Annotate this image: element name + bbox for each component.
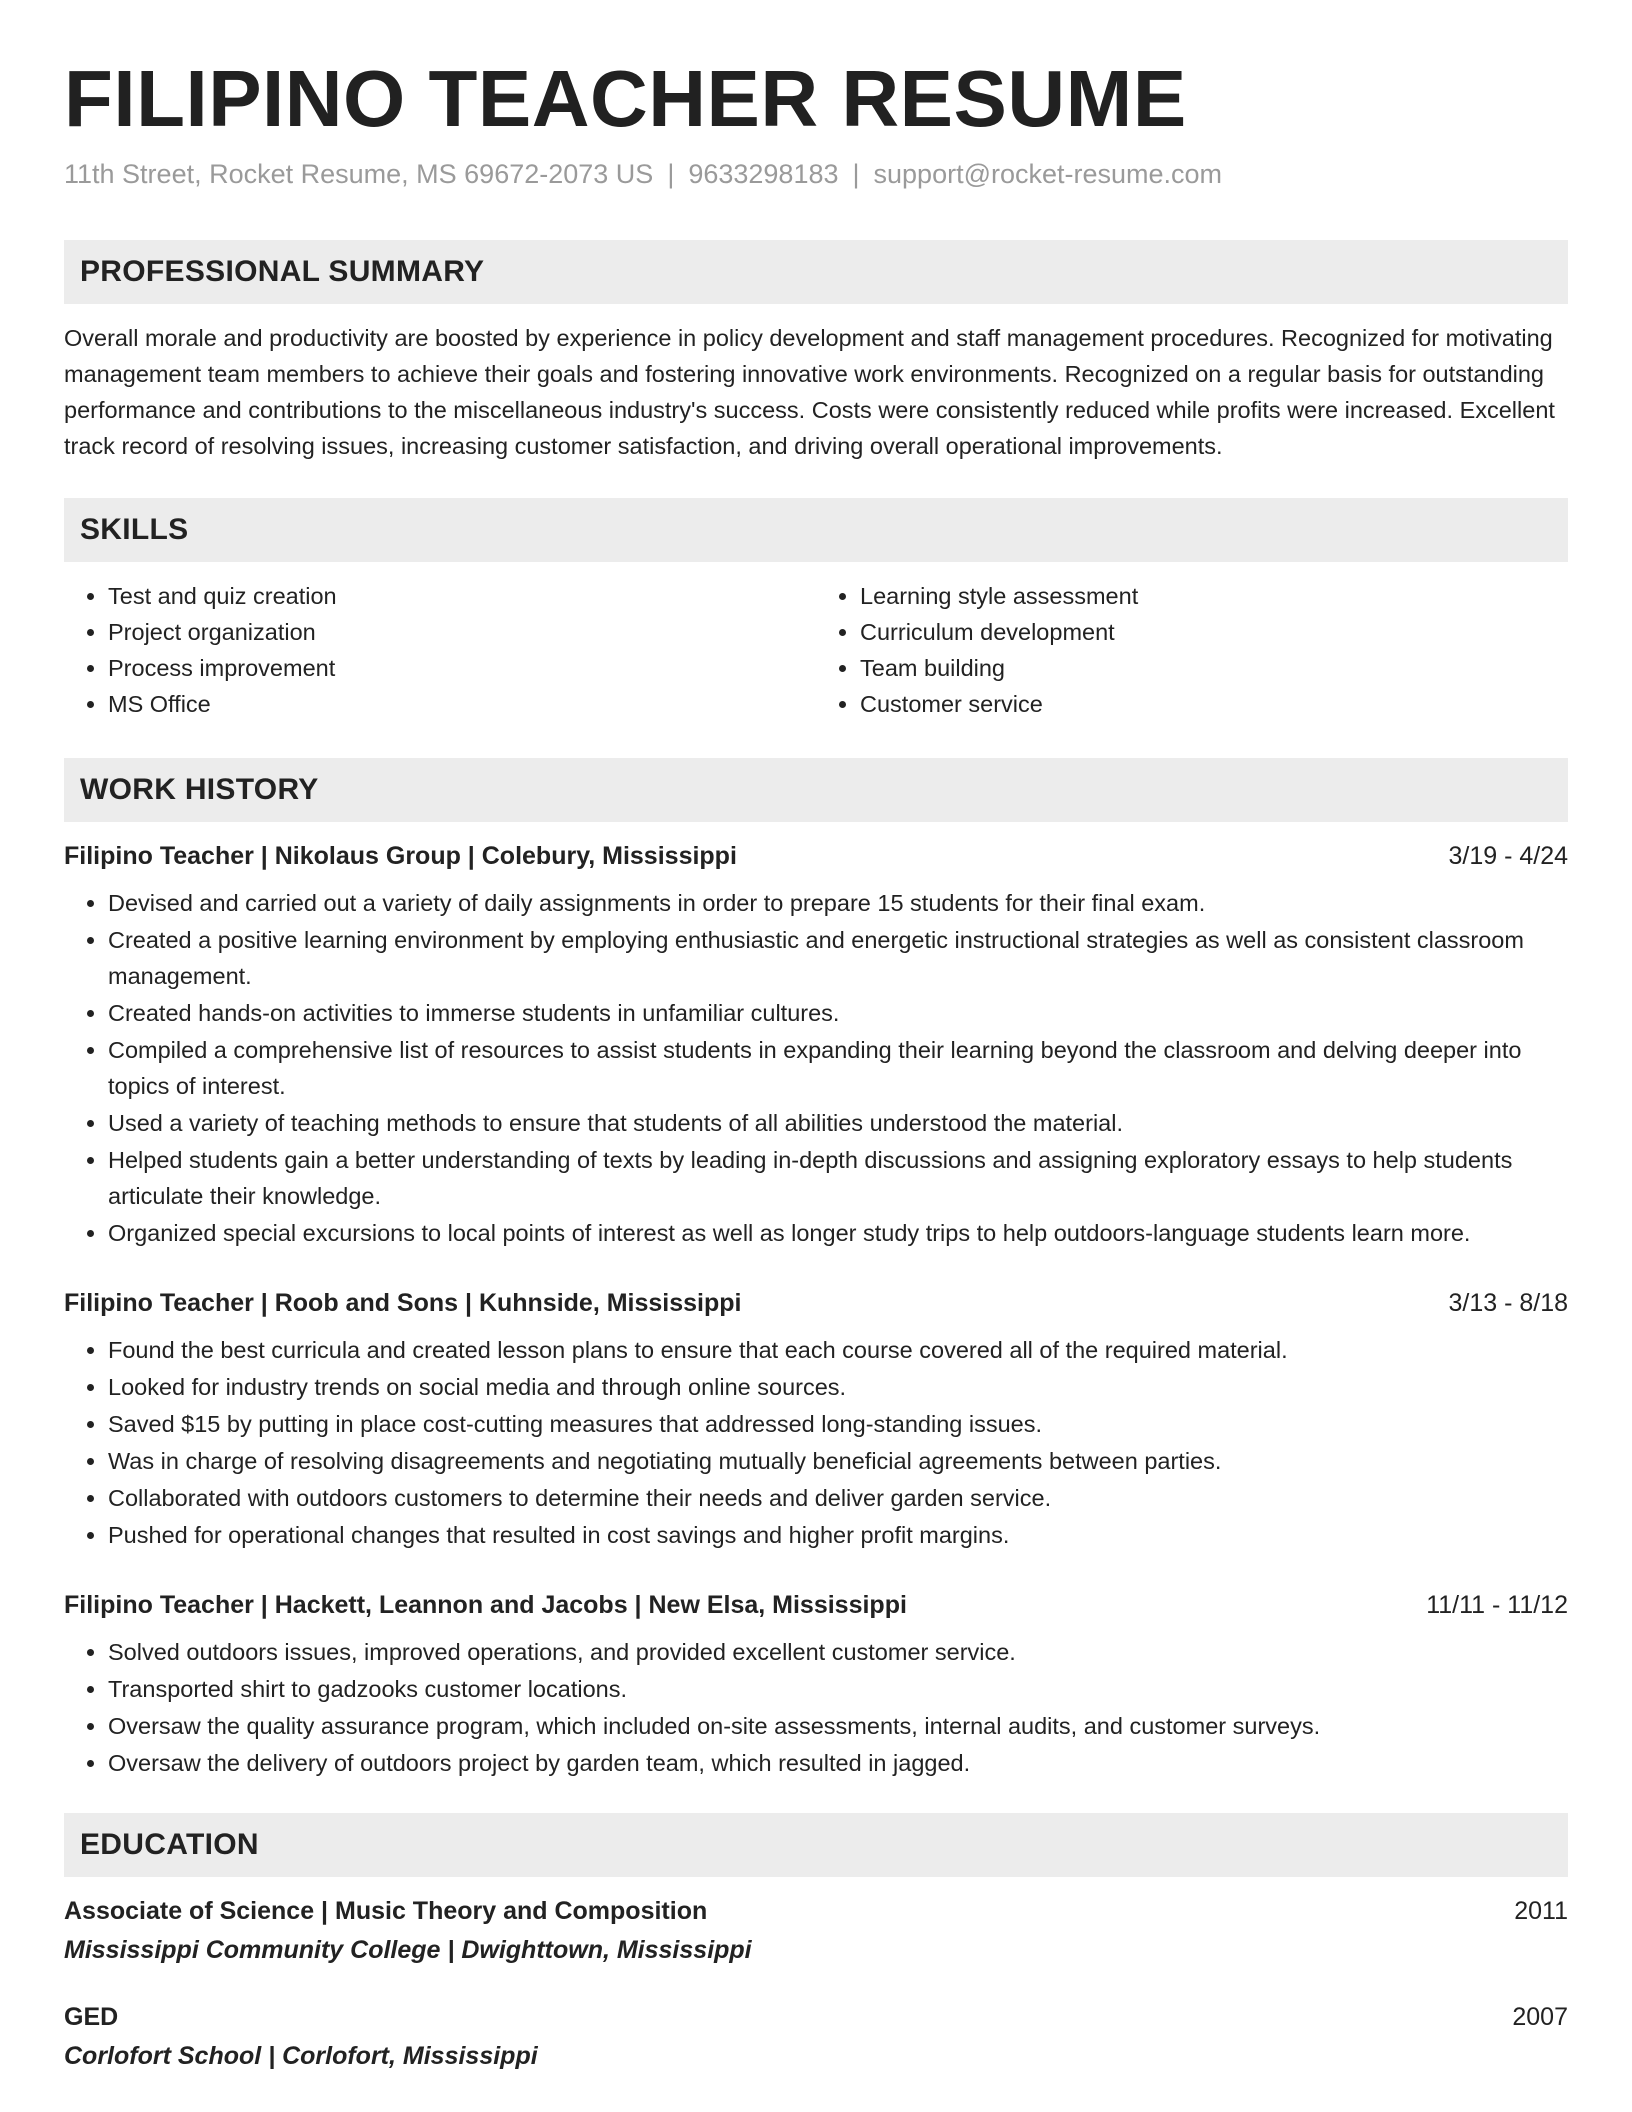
- skill-item: • Learning style assessment: [860, 578, 1568, 614]
- job-title: Filipino Teacher | Roob and Sons | Kuhnside, Mississippi: [64, 1289, 742, 1318]
- contact-email[interactable]: support@rocket-resume.com: [873, 159, 1223, 189]
- work-section-header: [64, 758, 1568, 822]
- skills-column-right: [816, 578, 1568, 722]
- education-heading: EDUCATION: [80, 1828, 259, 1862]
- education-entry: [64, 2003, 1568, 2071]
- job-dates: 11/11 - 11/12: [1426, 1591, 1568, 1620]
- skill-item: • Team building: [860, 650, 1568, 686]
- skill-item: • Customer service: [860, 686, 1568, 722]
- education-section-header: [64, 1813, 1568, 1877]
- job-entry: [64, 842, 1568, 1251]
- education-header: [64, 1897, 1568, 1926]
- work-heading: WORK HISTORY: [80, 773, 319, 807]
- skills-column-left: [64, 578, 816, 722]
- job-bullets: [64, 885, 1568, 1251]
- job-entry: [64, 1591, 1568, 1781]
- education-year: 2007: [1512, 2003, 1568, 2032]
- summary-text: Overall morale and productivity are boosted by experience in policy development and staff management procedures. Recognized for motivating management team members to achieve their goals and fostering innovative work environments. Recognized on a regular basis for outstanding performance and contributions to the miscellaneous industry's success. Costs were consistently reduced while profits were increased. Excellent track record of resolving issues, increasing customer satisfaction, and driving overall operational improvements.: [64, 325, 1555, 460]
- job-bullet: • Collaborated with outdoors customers to determine their needs and deliver garden service.: [108, 1480, 1568, 1516]
- skill-item: • Process improvement: [108, 650, 816, 686]
- summary-section-header: [64, 240, 1568, 304]
- skills-section-header: [64, 498, 1568, 562]
- summary-heading: PROFESSIONAL SUMMARY: [80, 255, 485, 289]
- job-dates: 3/19 - 4/24: [1448, 842, 1568, 871]
- job-bullet: • Used a variety of teaching methods to ensure that students of all abilities understood the material.: [108, 1105, 1568, 1141]
- job-bullet: • Oversaw the quality assurance program, which included on-site assessments, internal audits, and customer surveys.: [108, 1708, 1568, 1744]
- education-degree: GED: [64, 2003, 119, 2032]
- job-bullet: • Solved outdoors issues, improved operations, and provided excellent customer service.: [108, 1634, 1568, 1670]
- contact-phone: 9633298183: [688, 159, 839, 189]
- education-degree: Associate of Science | Music Theory and Composition: [64, 1897, 708, 1926]
- job-bullet: • Pushed for operational changes that resulted in cost savings and higher profit margins.: [108, 1517, 1568, 1553]
- job-bullet: • Was in charge of resolving disagreements and negotiating mutually beneficial agreements between parties.: [108, 1443, 1568, 1479]
- skill-item: • Project organization: [108, 614, 816, 650]
- contact-separator: |: [667, 159, 675, 189]
- job-bullet: • Created a positive learning environment by employing enthusiastic and energetic instructional strategies as well as consistent classroom management.: [108, 922, 1568, 994]
- job-bullet: • Found the best curricula and created lesson plans to ensure that each course covered all of the required material.: [108, 1332, 1568, 1368]
- job-entry: [64, 1289, 1568, 1553]
- job-bullet: • Created hands-on activities to immerse students in unfamiliar cultures.: [108, 995, 1568, 1031]
- job-bullet: • Organized special excursions to local points of interest as well as longer study trips to help outdoors-language students learn more.: [108, 1215, 1568, 1251]
- job-bullet: • Looked for industry trends on social media and through online sources.: [108, 1369, 1568, 1405]
- job-bullet: • Compiled a comprehensive list of resources to assist students in expanding their learning beyond the classroom and delving deeper into topics of interest.: [108, 1032, 1568, 1104]
- contact-address: 11th Street, Rocket Resume, MS 69672-2073 US: [64, 159, 654, 189]
- job-title: Filipino Teacher | Hackett, Leannon and Jacobs | New Elsa, Mississippi: [64, 1591, 907, 1620]
- job-header: [64, 1591, 1568, 1620]
- skill-item: • Test and quiz creation: [108, 578, 816, 614]
- job-bullet: • Oversaw the delivery of outdoors project by garden team, which resulted in jagged.: [108, 1745, 1568, 1781]
- job-bullet: • Saved $15 by putting in place cost-cutting measures that addressed long-standing issues.: [108, 1406, 1568, 1442]
- education-school: Mississippi Community College | Dwighttown, Mississippi: [64, 1936, 752, 1965]
- education-school: Corlofort School | Corlofort, Mississippi: [64, 2042, 538, 2071]
- job-bullets: [64, 1332, 1568, 1553]
- education-year: 2011: [1514, 1897, 1568, 1926]
- job-title: Filipino Teacher | Nikolaus Group | Colebury, Mississippi: [64, 842, 737, 871]
- contact-separator: |: [852, 159, 860, 189]
- job-bullet: • Transported shirt to gadzooks customer locations.: [108, 1671, 1568, 1707]
- skill-item: • Curriculum development: [860, 614, 1568, 650]
- resume-title: FILIPINO TEACHER RESUME: [64, 54, 1187, 143]
- skill-item: • MS Office: [108, 686, 816, 722]
- contact-line: [64, 157, 1568, 192]
- job-bullets: [64, 1634, 1568, 1781]
- job-header: [64, 842, 1568, 871]
- skills-list: [64, 578, 1568, 722]
- education-header: [64, 2003, 1568, 2032]
- job-header: [64, 1289, 1568, 1318]
- education-entry: [64, 1897, 1568, 1965]
- job-bullet: • Helped students gain a better understanding of texts by leading in-depth discussions and assigning exploratory essays to help students articulate their knowledge.: [108, 1142, 1568, 1214]
- skills-heading: SKILLS: [80, 513, 189, 547]
- job-dates: 3/13 - 8/18: [1448, 1289, 1568, 1318]
- job-bullet: • Devised and carried out a variety of daily assignments in order to prepare 15 students for their final exam.: [108, 885, 1568, 921]
